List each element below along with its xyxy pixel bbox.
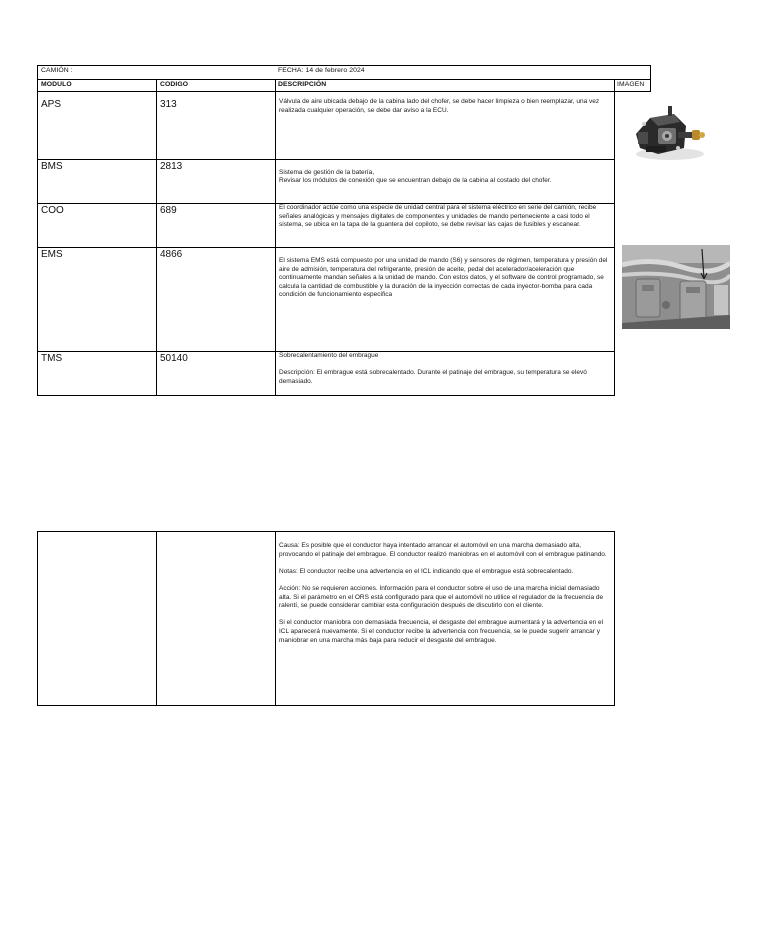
module-cell: TMS xyxy=(41,353,63,364)
column-header-image: IMAGEN xyxy=(617,81,645,88)
description-cell xyxy=(279,204,609,230)
description-cell xyxy=(279,352,609,386)
air-valve-photo xyxy=(628,104,710,162)
description-cell xyxy=(279,98,609,115)
code-cell: 689 xyxy=(160,205,177,216)
frequency-paragraph: Si el conductor maniobra con demasiada frecuencia, el desgaste del embrague aumentará y la advertencia en el ICL aparecerá nuevamente. Si el conductor recibe la advertencia con frecuencia, se le puede sugerir arrancar y maniobrar en una marcha más baja para reducir el desgaste del embrague. xyxy=(279,619,604,644)
description-paragraph: Válvula de aire ubicada debajo de la cabina lado del chofer, se debe hacer limpieza o bien reemplazar, una vez realizada cualquier operación, se debe dar aviso a la ECU. xyxy=(279,98,600,114)
cause-paragraph: Causa: Es posible que el conductor haya intentado arrancar el automóvil en una marcha demasiado alta, provocando el patinaje del embrague. El conductor realizó maniobras en el automóvil con el embrague patinando. xyxy=(279,542,607,558)
column-header-code: CODIGO xyxy=(160,81,189,88)
continuation-description-cell xyxy=(279,542,609,645)
module-cell: EMS xyxy=(41,249,63,260)
column-header-description: DESCRIPCIÓN xyxy=(278,81,327,88)
module-cell: COO xyxy=(41,205,64,216)
code-cell: 2813 xyxy=(160,161,183,172)
description-cell xyxy=(279,257,609,300)
code-cell: 50140 xyxy=(160,353,188,364)
date-label: FECHA: 14 de febrero 2024 xyxy=(278,67,365,74)
action-paragraph: Acción: No se requieren acciones. Información para el conductor sobre el uso de una marcha inicial demasiado alta. Si el parámetro en el ORS está configurado para que el automóvil no utilice el regulador de la frecuencia de ralentí, se puede considerar cambiar esta configuración después de discutirlo con el cliente. xyxy=(279,584,604,610)
notes-paragraph: Notas: El conductor recibe una advertencia en el ICL indicando que el embrague está sobrecalentado. xyxy=(279,567,574,575)
description-paragraph: El coordinador actúe como una especie de unidad central para el sistema eléctrico en serie del camión, recibe señales analógicas y mensajes digitales de componentes y unidades de mando perteneciente a casi todo el sistema, se ubica en la tapa de la guantera del copiloto, se debe revisar las cajas de fusibles y escanear. xyxy=(279,204,597,229)
code-cell: 313 xyxy=(160,99,177,110)
truck-label: CAMIÓN : xyxy=(41,67,73,74)
code-cell: 4866 xyxy=(160,249,183,260)
description-paragraph: El sistema EMS está compuesto por una unidad de mando (S6) y sensores de régimen, temperatura y presión del aire de admisión, temperatura del refrigerante, presión de aceite, pedal del acelerador/aceleración que continuamente mandan señales a la unidad de mando. Con estos datos, y el software de control programado, se calcula la cantidad de combustible y la duración de la inyección correctas de cada inyector-bomba para cada condición de funcionamiento especifica xyxy=(279,257,608,299)
module-cell: BMS xyxy=(41,161,63,172)
description-cell xyxy=(279,160,609,194)
column-header-module: MODULO xyxy=(41,81,72,88)
engine-wiring-photo xyxy=(622,245,730,329)
module-cell: APS xyxy=(41,99,62,110)
description-paragraph: Sobrecalentamiento del embrague xyxy=(279,352,379,359)
description-paragraph: Sistema de gestión de la batería, Revisar los módulos de conexión que se encuentran debajo de la cabina al costado del chofer. xyxy=(279,168,552,185)
description-paragraph: Descripción: El embrague está sobrecalentado. Durante el patinaje del embrague, su temperatura se elevó demasiado. xyxy=(279,369,587,385)
